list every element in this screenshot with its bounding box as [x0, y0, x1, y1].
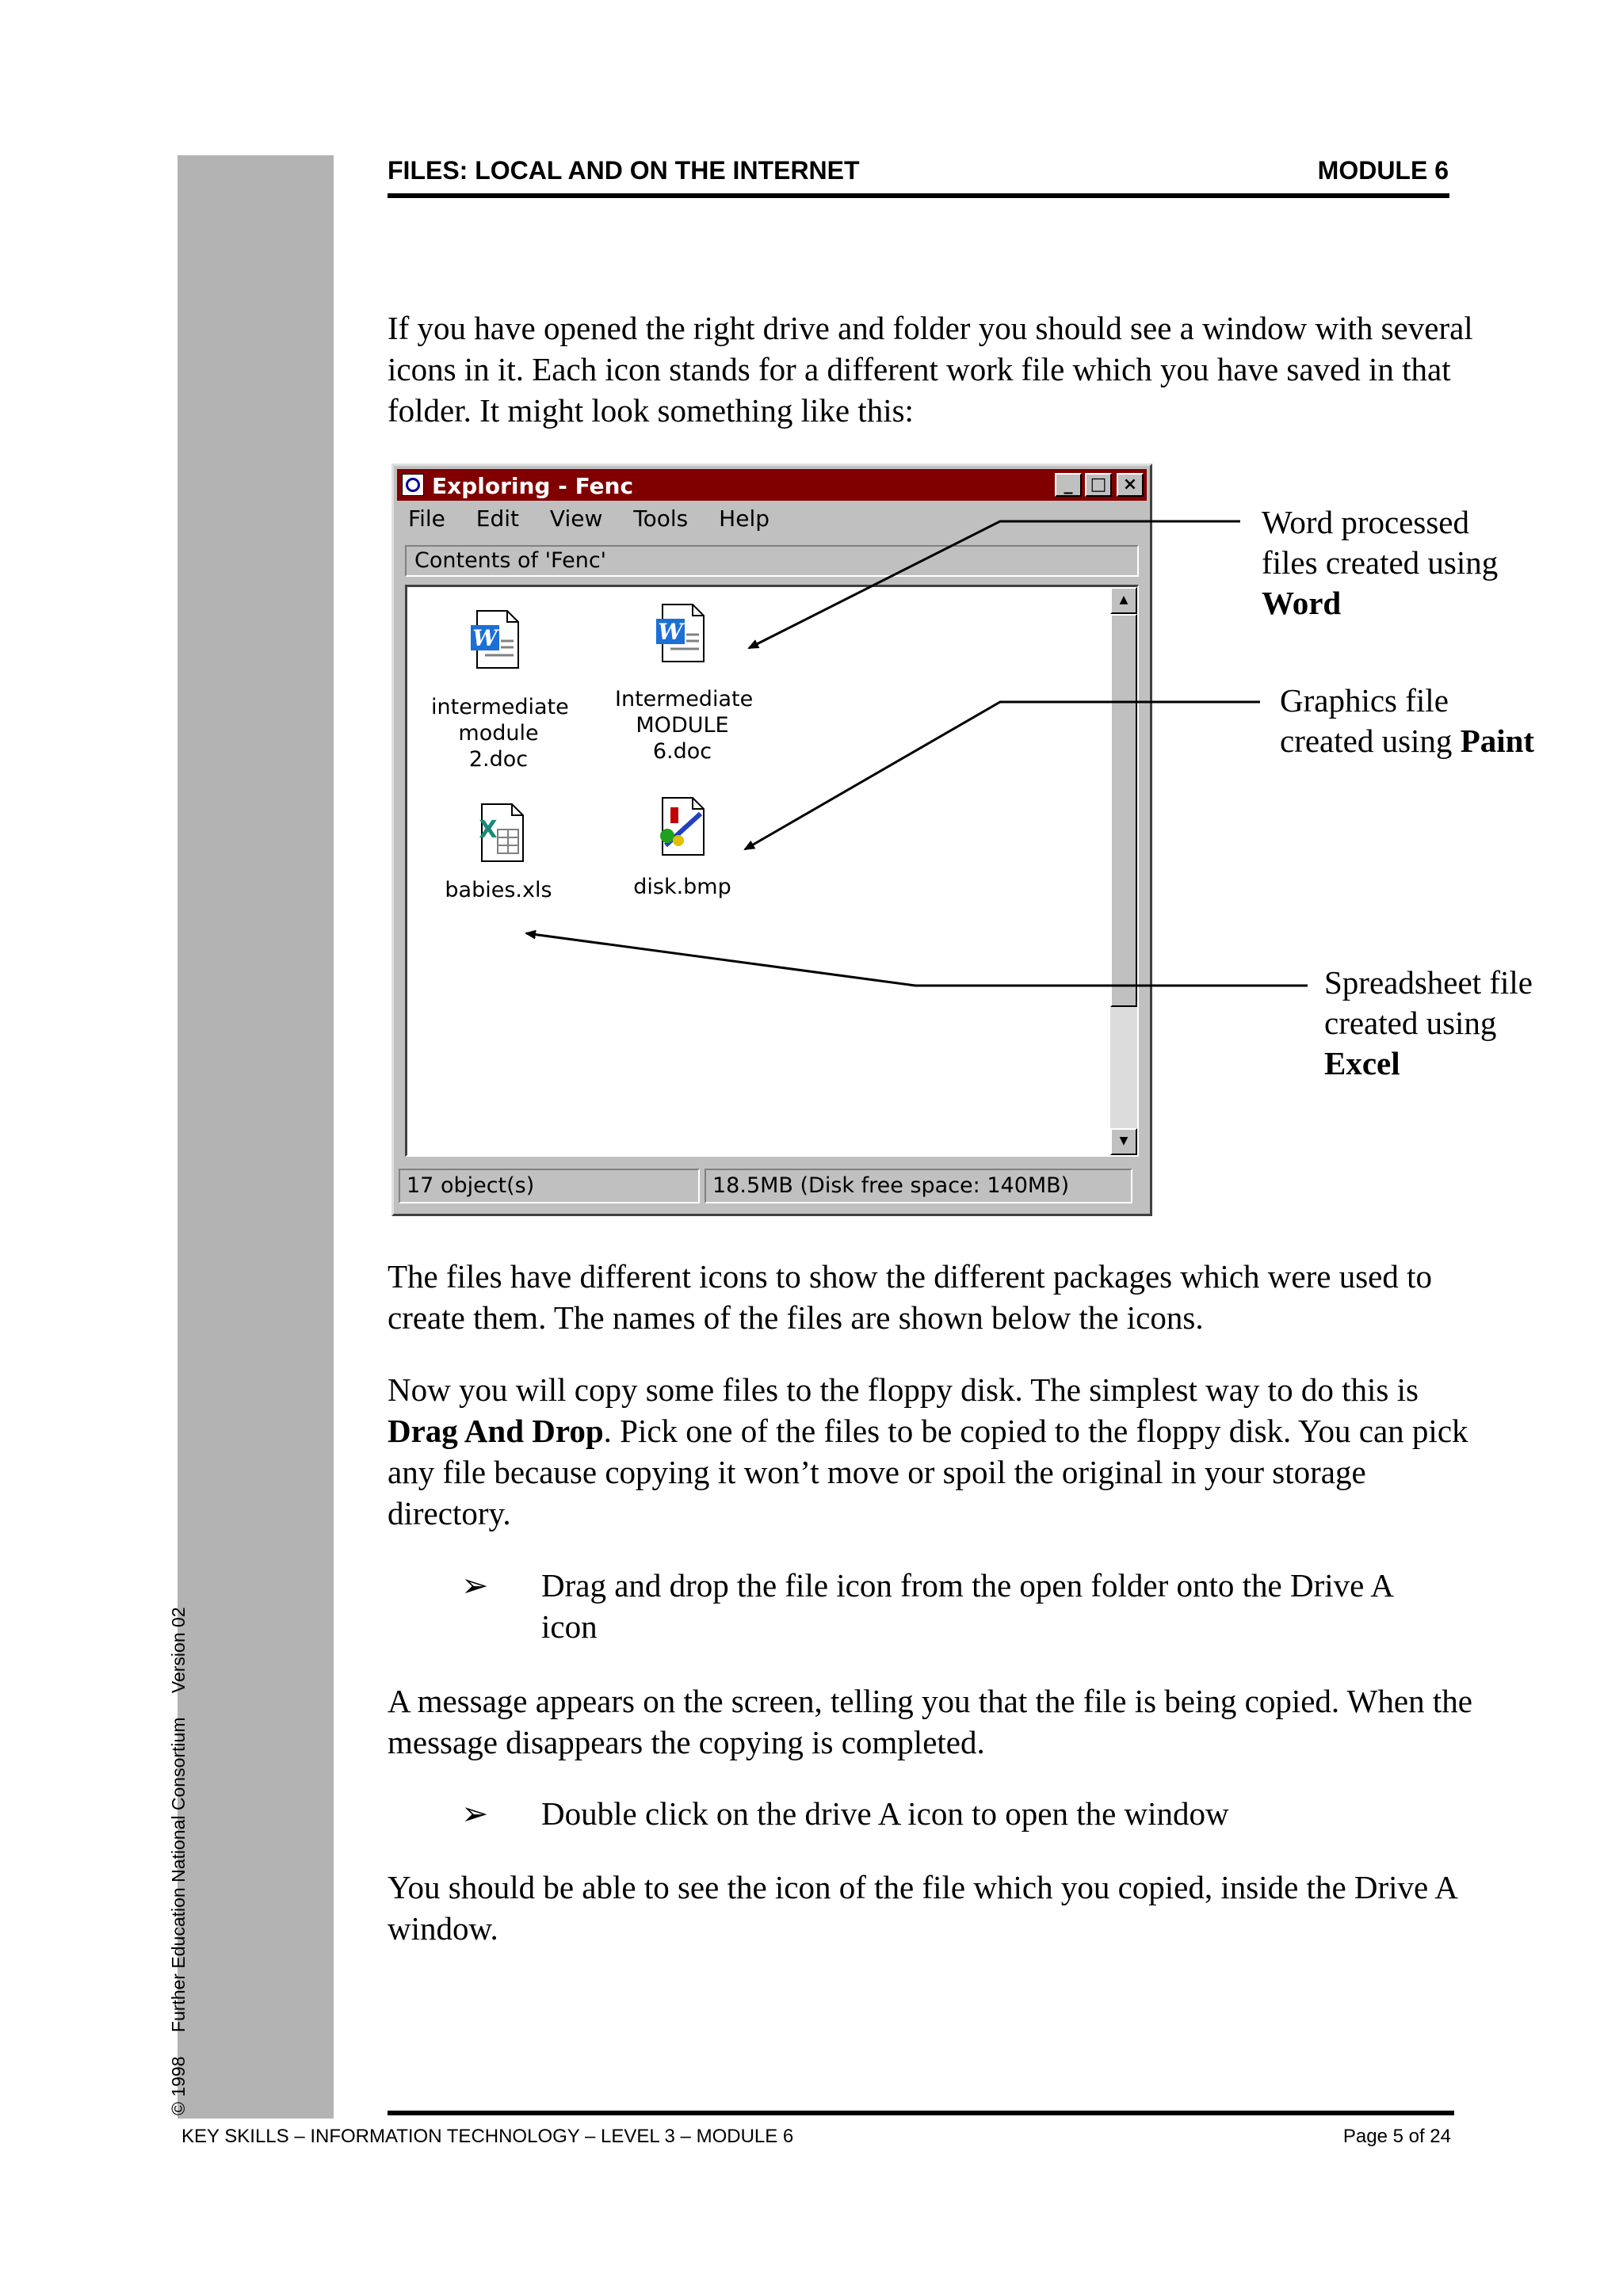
intro-paragraph: If you have opened the right drive and folder you should see a window with several icons in it. Each icon stands for a different work file which you have saved in that folder. It might look something like this:: [388, 310, 1473, 429]
file-name-4[interactable]: disk.bmp: [633, 875, 731, 899]
maximize-button[interactable]: □: [1085, 473, 1112, 497]
bullet-instruction-1: Drag and drop the file icon from the open folder onto the Drive A icon: [541, 1567, 1392, 1645]
callout-word: Word processed files created using Word: [1262, 504, 1499, 621]
footer-rule: [388, 2111, 1454, 2115]
menu-file[interactable]: File: [408, 505, 445, 532]
file-name-3[interactable]: babies.xls: [445, 878, 552, 902]
arrow-paint: [745, 702, 1260, 849]
footer-page-number: Page 5 of 24: [1342, 2126, 1451, 2147]
minimize-button[interactable]: _: [1055, 473, 1082, 497]
paragraph-icons: The files have different icons to show the different packages which were used to create them. The names of the files are shown below the icons.: [388, 1258, 1433, 1336]
arrow-excel: [526, 933, 1308, 986]
menu-view[interactable]: View: [549, 505, 603, 532]
copyright-text: © 1998: [168, 2056, 189, 2115]
window-title: Exploring - Fenc: [432, 473, 634, 499]
org-text: Further Education National Consortium: [168, 1717, 189, 2033]
menu-tools[interactable]: Tools: [633, 505, 689, 532]
scroll-up-arrow-icon[interactable]: ▲: [1110, 587, 1137, 614]
close-button[interactable]: ×: [1117, 473, 1144, 497]
file-name-2[interactable]: Intermediate MODULE 6.doc: [615, 687, 754, 764]
paragraph-drive-a: You should be able to see the icon of the file which you copied, inside the Drive A window.: [388, 1869, 1457, 1947]
svg-text:X: X: [479, 816, 498, 844]
footer-course: KEY SKILLS – INFORMATION TECHNOLOGY – LEVEL 3 – MODULE 6: [181, 2126, 794, 2147]
page-header-title: FILES: LOCAL AND ON THE INTERNET: [388, 156, 860, 185]
bullet-arrow-icon: ➢: [461, 1567, 489, 1604]
callout-excel: Spreadsheet file created using Excel: [1324, 964, 1533, 1081]
paragraph-message: A message appears on the screen, telling you that the file is being copied. When the message disappears the copying is completed.: [388, 1683, 1472, 1760]
svg-text:W: W: [658, 619, 683, 645]
contents-label: Contents of 'Fenc': [405, 545, 1139, 577]
version-text: Version 02: [168, 1607, 189, 1694]
file-name-1[interactable]: intermediate module 2.doc: [431, 695, 569, 772]
paragraph-drag-drop: Now you will copy some files to the floppy disk. The simplest way to do this is Drag And Drop. Pick one of the files to be copied to the floppy disk. You can pick any file because copying it won’t move or spoil the original in your storage directory.: [388, 1371, 1468, 1531]
status-disk-space: 18.5MB (Disk free space: 140MB): [705, 1169, 1132, 1203]
scroll-down-arrow-icon[interactable]: ▼: [1110, 1128, 1137, 1155]
bullet-arrow-icon: ➢: [461, 1795, 489, 1832]
page-header-module: MODULE 6: [1317, 156, 1449, 185]
arrow-word: [749, 521, 1240, 648]
callout-paint: Graphics file created using Paint: [1280, 682, 1535, 759]
menu-help[interactable]: Help: [719, 505, 769, 532]
menu-edit[interactable]: Edit: [475, 505, 519, 532]
svg-text:W: W: [472, 625, 498, 651]
bullet-instruction-2: Double click on the drive A icon to open the window: [541, 1795, 1229, 1832]
status-object-count: 17 object(s): [399, 1169, 700, 1203]
